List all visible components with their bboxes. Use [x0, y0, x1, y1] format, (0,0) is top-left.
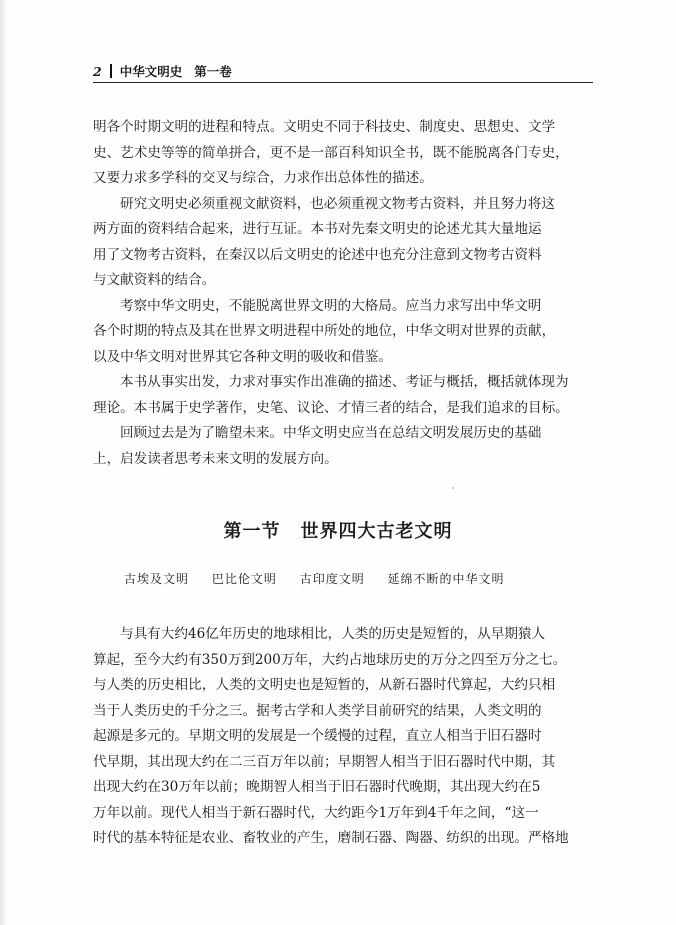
- text-line: 与文献资料的结合。: [93, 272, 216, 288]
- subtopic: 延绵不断的中华文明: [387, 572, 505, 586]
- subtopic: 古印度文明: [299, 572, 365, 586]
- text-line: 与人类的历史相比，人类的文明史也是短暂的，从新石器时代算起，大约只相: [93, 677, 556, 693]
- page-number: 2: [93, 63, 102, 79]
- section-subtopics: [124, 570, 505, 587]
- text-line: 考察中华文明史，不能脱离世界文明的大格局。应当力求写出中华文明: [120, 297, 542, 314]
- header-divider-bar: [110, 64, 112, 78]
- text-line: 本书从事实出发，力求对事实作出准确的描述、考证与概括，概括就体现为: [120, 374, 569, 390]
- scan-speck: [452, 487, 454, 489]
- text-line: 时代的基本特征是农业、畜牧业的产生，磨制石器、陶器、纺织的出现。严格地: [93, 830, 569, 846]
- subtopic: 古埃及文明: [124, 572, 190, 586]
- text-line: 明各个时期文明的进程和特点。文明史不同于科技史、制度史、思想史、文学: [93, 119, 556, 135]
- text-line: 理论。本书属于史学著作，史笔、议论、才情三者的结合，是我们追求的目标。: [93, 399, 569, 416]
- text-line: 史、艺术史等等的简单拼合，更不是一部百科知识全书，既不能脱离各门专史，: [93, 144, 569, 161]
- header-rule: [93, 82, 593, 83]
- text-line: 各个时期的特点及其在世界文明进程中所处的地位，中华文明对世界的贡献，: [93, 323, 556, 339]
- text-line: 用了文物考古资料，在秦汉以后文明史的论述中也充分注意到文物考古资料: [93, 246, 542, 263]
- volume-label: 第一卷: [194, 64, 232, 79]
- text-line: 上，启发读者思考未来文明的发展方向。: [93, 450, 338, 467]
- section-body-text: [93, 622, 579, 852]
- section-heading: [0, 517, 676, 543]
- subtopic: 巴比伦文明: [211, 572, 277, 586]
- text-line: 研究文明史必须重视文献资料，也必须重视文物考古资料，并且努力将这: [120, 195, 555, 212]
- text-line: 又要力求多学科的交叉与综合，力求作出总体性的描述。: [93, 170, 433, 186]
- text-line: 万年以前。现代人相当于新石器时代，大约距今1万年到4千年之间，“这一: [93, 804, 539, 821]
- section-title: 世界四大古老文明: [300, 521, 453, 542]
- intro-text-block: [93, 115, 579, 472]
- text-line: 与具有大约46亿年历史的地球相比，人类的历史是短暂的，从早期猿人: [120, 626, 546, 642]
- running-header: [93, 62, 232, 80]
- text-line: 起源是多元的。早期文明的发展是一个缓慢的过程，直立人相当于旧石器时: [93, 728, 542, 744]
- text-line: 回顾过去是为了瞻望未来。中华文明史应当在总结文明发展历史的基础: [120, 425, 542, 441]
- text-line: 当于人类历史的千分之三。据考古学和人类学目前研究的结果，人类文明的: [93, 702, 542, 719]
- text-line: 出现大约在30万年以前；晚期智人相当于旧石器时代晚期，其出现大约在5: [93, 779, 541, 795]
- text-line: 以及中华文明对世界其它各种文明的吸收和借鉴。: [93, 348, 393, 365]
- section-number: 第一节: [223, 521, 281, 542]
- book-title: 中华文明史: [119, 64, 183, 79]
- text-line: 两方面的资料结合起来，进行互证。本书对先秦文明史的论述尤其大量地运: [93, 221, 542, 237]
- text-line: 算起，至今大约有350万到200万年，大约占地球历史的万分之四至万分之七。: [93, 651, 567, 668]
- page-edge-shadow: [0, 0, 6, 925]
- text-line: 代早期，其出现大约在二三百万年以前；早期智人相当于旧石器时代中期，其: [93, 753, 556, 770]
